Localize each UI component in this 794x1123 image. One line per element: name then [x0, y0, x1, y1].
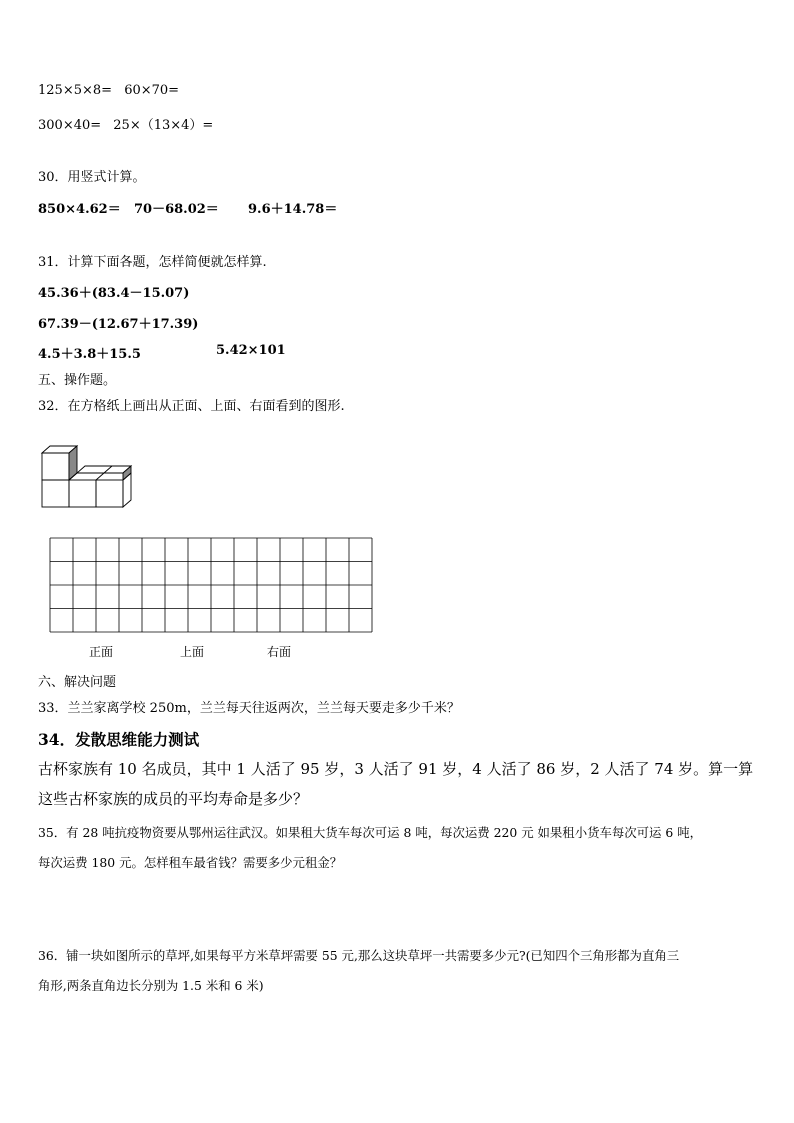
- label-top: 上面: [180, 645, 205, 659]
- q31-item-4: 5.42×101: [216, 343, 286, 358]
- calc-row-1: [38, 83, 179, 98]
- q32-title: 32．在方格纸上画出从正面、上面、右面看到的图形.: [38, 399, 345, 414]
- q31-item-3: 4.5＋3.8＋15.5: [38, 347, 141, 362]
- q31-item-2: 67.39－(12.67＋17.39): [38, 317, 199, 332]
- q36-line-2: 角形,两条直角边长分别为 1.5 米和 6 米): [38, 978, 264, 993]
- q34-line-1: 古杯家族有 10 名成员，其中 1 人活了 95 岁，3 人活了 91 岁，4 人活了 86 岁，2 人活了 74 岁。算一算: [38, 760, 754, 778]
- cube-top-front: [42, 453, 69, 480]
- q35-line-1: 35．有 28 吨抗疫物资要从鄂州运往武汉。如果租大货车每次可运 8 吨，每次运费 220 元 如果租小货车每次可运 6 吨，: [38, 825, 702, 840]
- cube-figure: [40, 444, 140, 514]
- q30-item-2: 70－68.02＝: [134, 202, 219, 217]
- q31-title: 31．计算下面各题，怎样简便就怎样算.: [38, 255, 267, 270]
- cube-bottom-3: [96, 480, 123, 507]
- q36-line-1: 36．铺一块如图所示的草坪,如果每平方米草坪需要 55 元,那么这块草坪一共需要多少元?(已知四个三角形都为直角三: [38, 948, 680, 963]
- q34-line-2: 这些古杯家族的成员的平均寿命是多少？: [38, 790, 309, 808]
- q33-text: 33．兰兰家离学校 250m，兰兰每天往返两次，兰兰每天要走多少千米？: [38, 701, 460, 716]
- expr-60x70: 60×70=: [124, 83, 180, 98]
- grid-paper: [47, 536, 377, 636]
- calc-row-2: [38, 114, 213, 133]
- q35-line-2: 每次运费 180 元。怎样租车最省钱？需要多少元租金？: [38, 855, 343, 870]
- cube-bottom-2: [69, 480, 96, 507]
- cube-bottom-lid: [77, 466, 131, 473]
- section-6-title: 六、解决问题: [38, 675, 117, 690]
- expr-300x40: 300×40=: [38, 118, 102, 133]
- q34-title: 34．发散思维能力测试: [38, 730, 200, 749]
- expr-25x13x4: 25×（13×4）=: [113, 118, 214, 133]
- q30-item-1: 850×4.62＝: [38, 202, 121, 217]
- label-right: 右面: [267, 645, 292, 659]
- q30-title: 30．用竖式计算。: [38, 170, 146, 185]
- label-front: 正面: [89, 645, 114, 659]
- section-5-title: 五、操作题。: [38, 373, 117, 388]
- q30-item-3: 9.6＋14.78＝: [248, 202, 338, 217]
- expr-125x5x8: 125×5×8=: [38, 83, 113, 98]
- q31-item-1: 45.36＋(83.4－15.07): [38, 286, 190, 301]
- cube-bottom-1: [42, 480, 69, 507]
- cube-top-side: [69, 446, 77, 480]
